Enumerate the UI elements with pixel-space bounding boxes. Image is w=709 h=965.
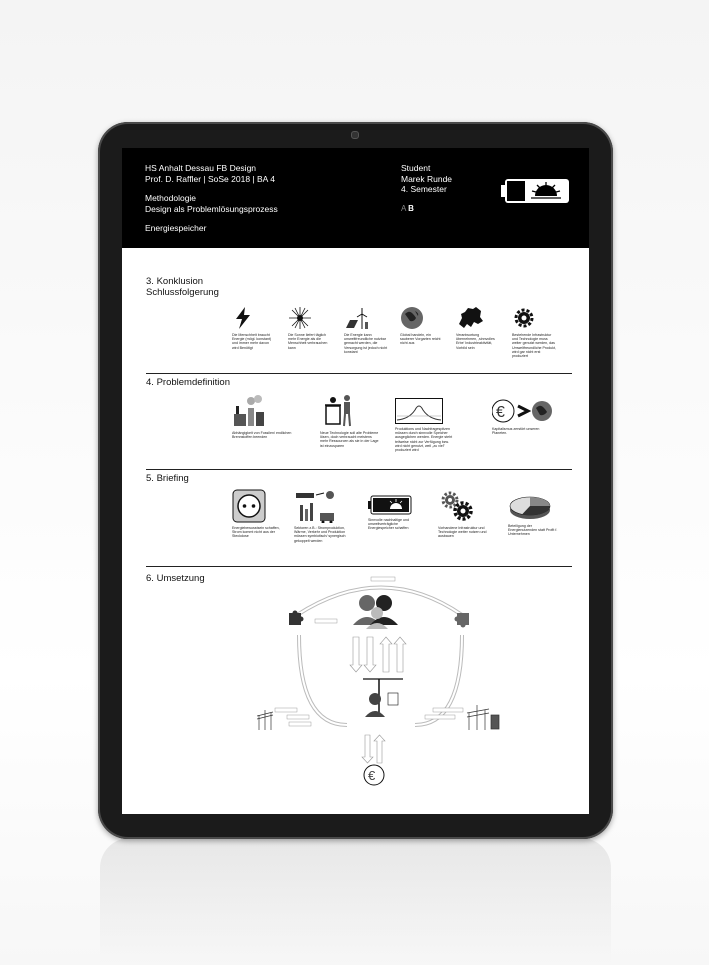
konklusion-item-3	[344, 306, 388, 354]
svg-text:€: €	[496, 404, 505, 421]
caption: Energiebewusstsein schaffen, Strom kommt nicht aus der Steckdose	[232, 526, 280, 539]
course-name: Methodologie	[145, 193, 197, 203]
gear-icon	[512, 306, 536, 330]
konklusion-item-1	[232, 306, 276, 350]
gears-icon	[438, 489, 474, 523]
konklusion-item-4	[400, 306, 444, 346]
caption: Vorhandene Infrastruktur und Technologie weiter nutzen und ausbauen	[438, 526, 487, 539]
topic-title: Energiespeicher	[145, 223, 207, 233]
globe-icon	[400, 306, 424, 330]
europe-map-icon	[456, 306, 484, 330]
konklusion-item-5	[456, 306, 500, 350]
poster-header	[122, 148, 589, 248]
student-name: Marek Runde	[401, 173, 453, 184]
caption: Kapitalismus zerstört unseren Planeten.	[492, 427, 540, 436]
power-line-left-icon	[257, 710, 273, 730]
caption: Die Sonne liefert täglich mehr Energie als die Menschheit verbrauchen kann	[288, 333, 328, 350]
caption: Neue Technologie soll alte Probleme lösen, doch verbraucht meistens mehr Ressourcen als sie in der Lage ist einzusparen	[320, 431, 379, 448]
pie-icon	[508, 495, 552, 521]
factory-icon	[232, 392, 266, 428]
semester: 4. Semester	[401, 184, 447, 194]
tablet-screen[interactable]	[122, 148, 589, 814]
puzzle-right-icon	[455, 613, 470, 628]
people-icon	[353, 595, 398, 629]
section-umsetzung	[146, 573, 205, 584]
school-name: HS Anhalt Dessau FB Design	[145, 163, 257, 173]
umsetzung-diagram	[257, 575, 507, 810]
caption: Global handeln, ein sauberer Vorgarten reicht nicht aus	[400, 333, 441, 346]
briefing-item-2	[294, 489, 346, 543]
tablet-reflection	[100, 838, 611, 965]
socket-icon	[232, 489, 266, 523]
section-briefing	[146, 473, 189, 484]
battery-sun-logo-icon	[501, 178, 570, 204]
ab-b: B	[408, 203, 414, 213]
student-label: Student	[401, 163, 431, 173]
solar-wind-icon	[344, 306, 370, 330]
caption: Abhängigkeit von Fossilen/ endlichen Brennstoffen beenden	[232, 431, 292, 440]
problem-item-3	[395, 398, 455, 452]
caption: Die Menschheit braucht Energie (mögl. konstant) und immer mehr davon wird Benötigt	[232, 333, 272, 350]
caption: Die Energie kann umweltfreundliche nutzbar gemacht werden, die Versorgung ist jedoch nicht konstant	[344, 333, 388, 354]
caption: Verantwortung übernehmen, ‚sinnvolles Erbe' Industrieaktivität, Vorbild sein	[456, 333, 495, 350]
euro-globe-icon	[492, 398, 554, 424]
section-title: 3. Konklusion	[146, 276, 204, 287]
caption: Produktions und Nachfragespitzen müssen durch sinnvolle Speicher ausgeglichen werden. Energie steht teilweise nicht zur Verfügung bzw. wird nicht genutzt, weil „zu viel" produziert wird	[395, 427, 453, 453]
caption: Sinnvolle nachhaltige und umweltverträgliche Energiespeicher schaffen	[368, 518, 409, 531]
battery-sun-icon	[368, 495, 412, 515]
power-line-right-icon	[467, 705, 499, 730]
briefing-item-5	[508, 495, 560, 537]
section-subtitle: Schlussfolgerung	[146, 287, 219, 298]
camera-icon	[351, 131, 359, 139]
header-left	[145, 163, 278, 234]
euro-icon	[364, 765, 384, 785]
briefing-item-4	[438, 489, 490, 539]
section-problemdefinition	[146, 377, 230, 388]
caption: Bestehende Infrastruktur und Technologie muss weiter genutzt werden, das Umweltfreundliche Produkt, wird gar nicht erst produziert	[512, 333, 556, 359]
crane-worker-icon	[363, 679, 403, 717]
problem-item-2	[320, 392, 380, 448]
sun-icon	[288, 306, 312, 330]
section-title: 4. Problemdefinition	[146, 377, 230, 388]
section-konklusion	[146, 276, 219, 298]
ab-marker	[401, 204, 452, 215]
problem-item-1	[232, 392, 292, 439]
briefing-item-3	[368, 495, 420, 531]
section-divider	[146, 469, 572, 470]
section-title: 5. Briefing	[146, 473, 189, 484]
curve-chart-icon	[395, 398, 443, 424]
section-divider	[146, 373, 572, 374]
ab-a: A	[401, 203, 406, 213]
section-divider	[146, 566, 572, 567]
course-subtitle: Design als Problemlösungsprozess	[145, 203, 278, 214]
caption: Sektoren z.B.: Stromproduktion, Wärme, Verkehr und Produktion müssen symbiotisch/ synergisch gekoppelt werden	[294, 526, 346, 543]
header-right	[401, 163, 452, 214]
problem-item-4	[492, 398, 552, 435]
caption: Beteiligung der Energienutzenden statt Profit f. Unternehmen	[508, 524, 558, 537]
konklusion-item-2	[288, 306, 332, 350]
briefing-item-1	[232, 489, 284, 539]
trash-person-icon	[320, 392, 354, 428]
svg-text:€: €	[368, 768, 376, 783]
lightning-icon	[232, 306, 254, 330]
sectors-icon	[294, 489, 338, 523]
section-title: 6. Umsetzung	[146, 573, 205, 584]
konklusion-item-6	[512, 306, 556, 358]
professor-line: Prof. D. Raffler | SoSe 2018 | BA 4	[145, 173, 275, 184]
